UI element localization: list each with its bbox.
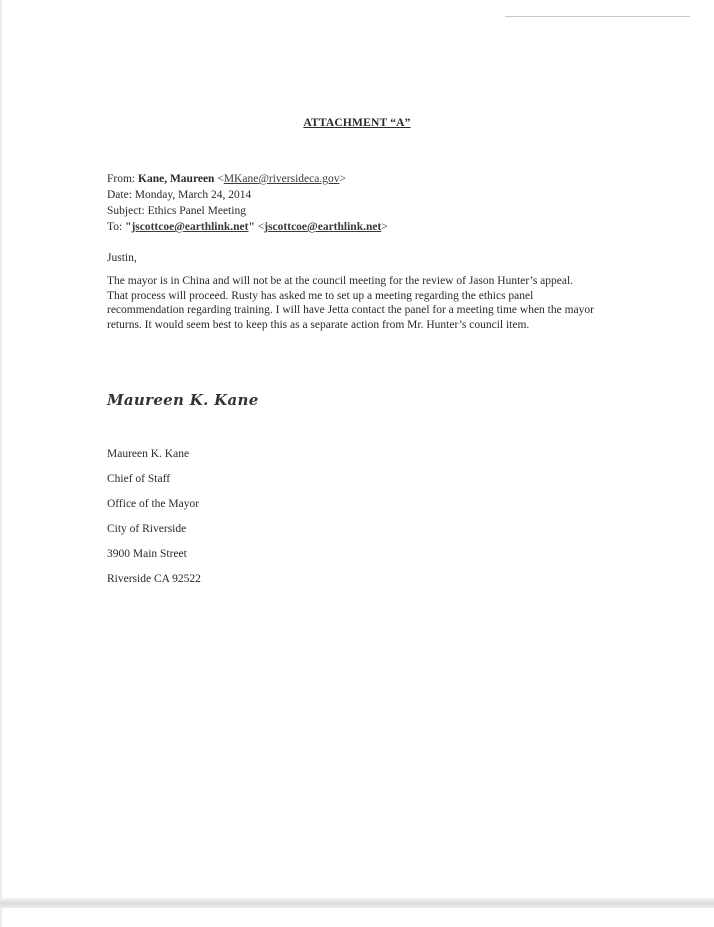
- from-name: Kane, Maureen: [138, 173, 215, 185]
- attachment-title: ATTACHMENT “A”: [303, 117, 411, 129]
- date-label: Date:: [107, 189, 132, 201]
- to-name-link[interactable]: jscottcoe@earthlink.net: [131, 221, 249, 233]
- email-header: [107, 171, 388, 235]
- from-email-link[interactable]: MKane@riversideca.gov: [223, 173, 340, 185]
- signature-city: City of Riverside: [107, 523, 187, 535]
- subject-row: [107, 203, 388, 219]
- message-body: The mayor is in China and will not be at the council meeting for the review of Jason Hunter’s appeal. That process will proceed. Rusty has asked me to set up a meeting regarding the ethics panel recommendation regarding training. I will have Jetta contact the panel for a meeting time when the mayor returns. It would seem best to keep this as a separate action from Mr. Hunter’s council item.: [107, 275, 594, 331]
- handwritten-signature: Maureen K. Kane: [107, 391, 259, 409]
- subject-value: Ethics Panel Meeting: [147, 205, 246, 217]
- to-row: To: "jscottcoe@earthlink.net" <jscottcoe@earthlink.net>: [107, 221, 388, 233]
- scan-artifact-top: [505, 16, 690, 17]
- from-row: From: Kane, Maureen <MKane@riversideca.gov>: [107, 173, 346, 185]
- scan-artifact-left: [0, 0, 2, 927]
- signature-block: [107, 446, 201, 596]
- signature-office: Office of the Mayor: [107, 498, 200, 510]
- signature-name: Maureen K. Kane: [107, 448, 190, 460]
- to-label: To:: [107, 221, 123, 233]
- signature-street: 3900 Main Street: [107, 548, 187, 560]
- from-label: From:: [107, 173, 136, 185]
- signature-citystatezip: Riverside CA 92522: [107, 573, 201, 585]
- greeting: Justin,: [107, 252, 137, 264]
- to-email-link[interactable]: jscottcoe@earthlink.net: [264, 221, 382, 233]
- date-value: Monday, March 24, 2014: [134, 189, 252, 201]
- date-row: [107, 187, 388, 203]
- subject-label: Subject:: [107, 205, 145, 217]
- signature-title: Chief of Staff: [107, 473, 171, 485]
- scan-artifact-bottom: [0, 898, 714, 908]
